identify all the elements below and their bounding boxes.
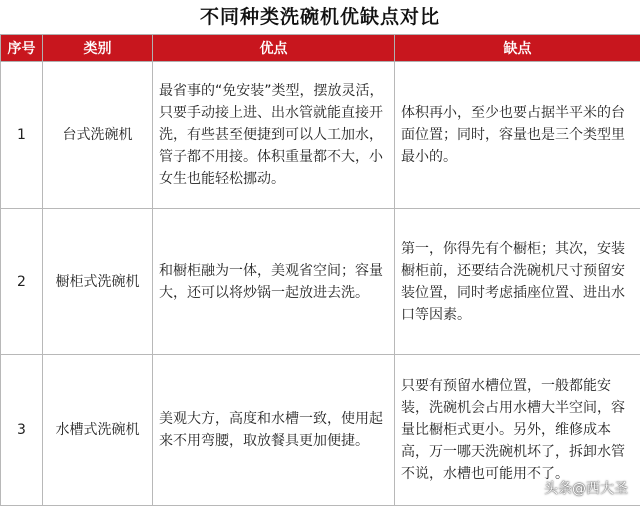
- row-category: 水槽式洗碗机: [43, 355, 153, 506]
- comparison-table: [0, 34, 640, 506]
- row-num: 3: [1, 355, 43, 506]
- row-category: 橱柜式洗碗机: [43, 209, 153, 355]
- header-pros: 优点: [153, 35, 395, 62]
- toutiao-logo-icon: [526, 479, 542, 495]
- row-cons: 第一，你得先有个橱柜；其次，安装橱柜前，还要结合洗碗机尺寸预留安装位置，同时考虑插座位置、进出水口等因素。: [395, 209, 640, 355]
- watermark: [526, 478, 628, 498]
- header-num: 序号: [1, 35, 43, 62]
- row-category: 台式洗碗机: [43, 62, 153, 209]
- header-category: 类别: [43, 35, 153, 62]
- row-pros: 美观大方，高度和水槽一致，使用起来不用弯腰，取放餐具更加便捷。: [153, 355, 395, 506]
- table-row: [1, 209, 640, 355]
- row-num: 1: [1, 62, 43, 209]
- header-cons: 缺点: [395, 35, 640, 62]
- watermark-text: 头条@西大圣: [544, 481, 628, 497]
- row-pros: 最省事的“免安装”类型，摆放灵活，只要手动接上进、出水管就能直接开洗，有些甚至便捷到可以人工加水，管子都不用接。体积重量都不大，小女生也能轻松挪动。: [153, 62, 395, 209]
- row-num: 2: [1, 209, 43, 355]
- row-pros: 和橱柜融为一体，美观省空间；容量大，还可以将炒锅一起放进去洗。: [153, 209, 395, 355]
- row-cons: 只要有预留水槽位置，一般都能安装，洗碗机会占用水槽大半空间，容量比橱柜式更小。另外，维修成本高，万一哪天洗碗机坏了，拆卸水管不说，水槽也可能用不了。: [395, 355, 640, 506]
- page-title: 不同种类洗碗机优缺点对比: [0, 0, 640, 34]
- row-cons: 体积再小，至少也要占据半平米的台面位置；同时，容量也是三个类型里最小的。: [395, 62, 640, 209]
- header-row: [1, 35, 640, 62]
- table-row: [1, 62, 640, 209]
